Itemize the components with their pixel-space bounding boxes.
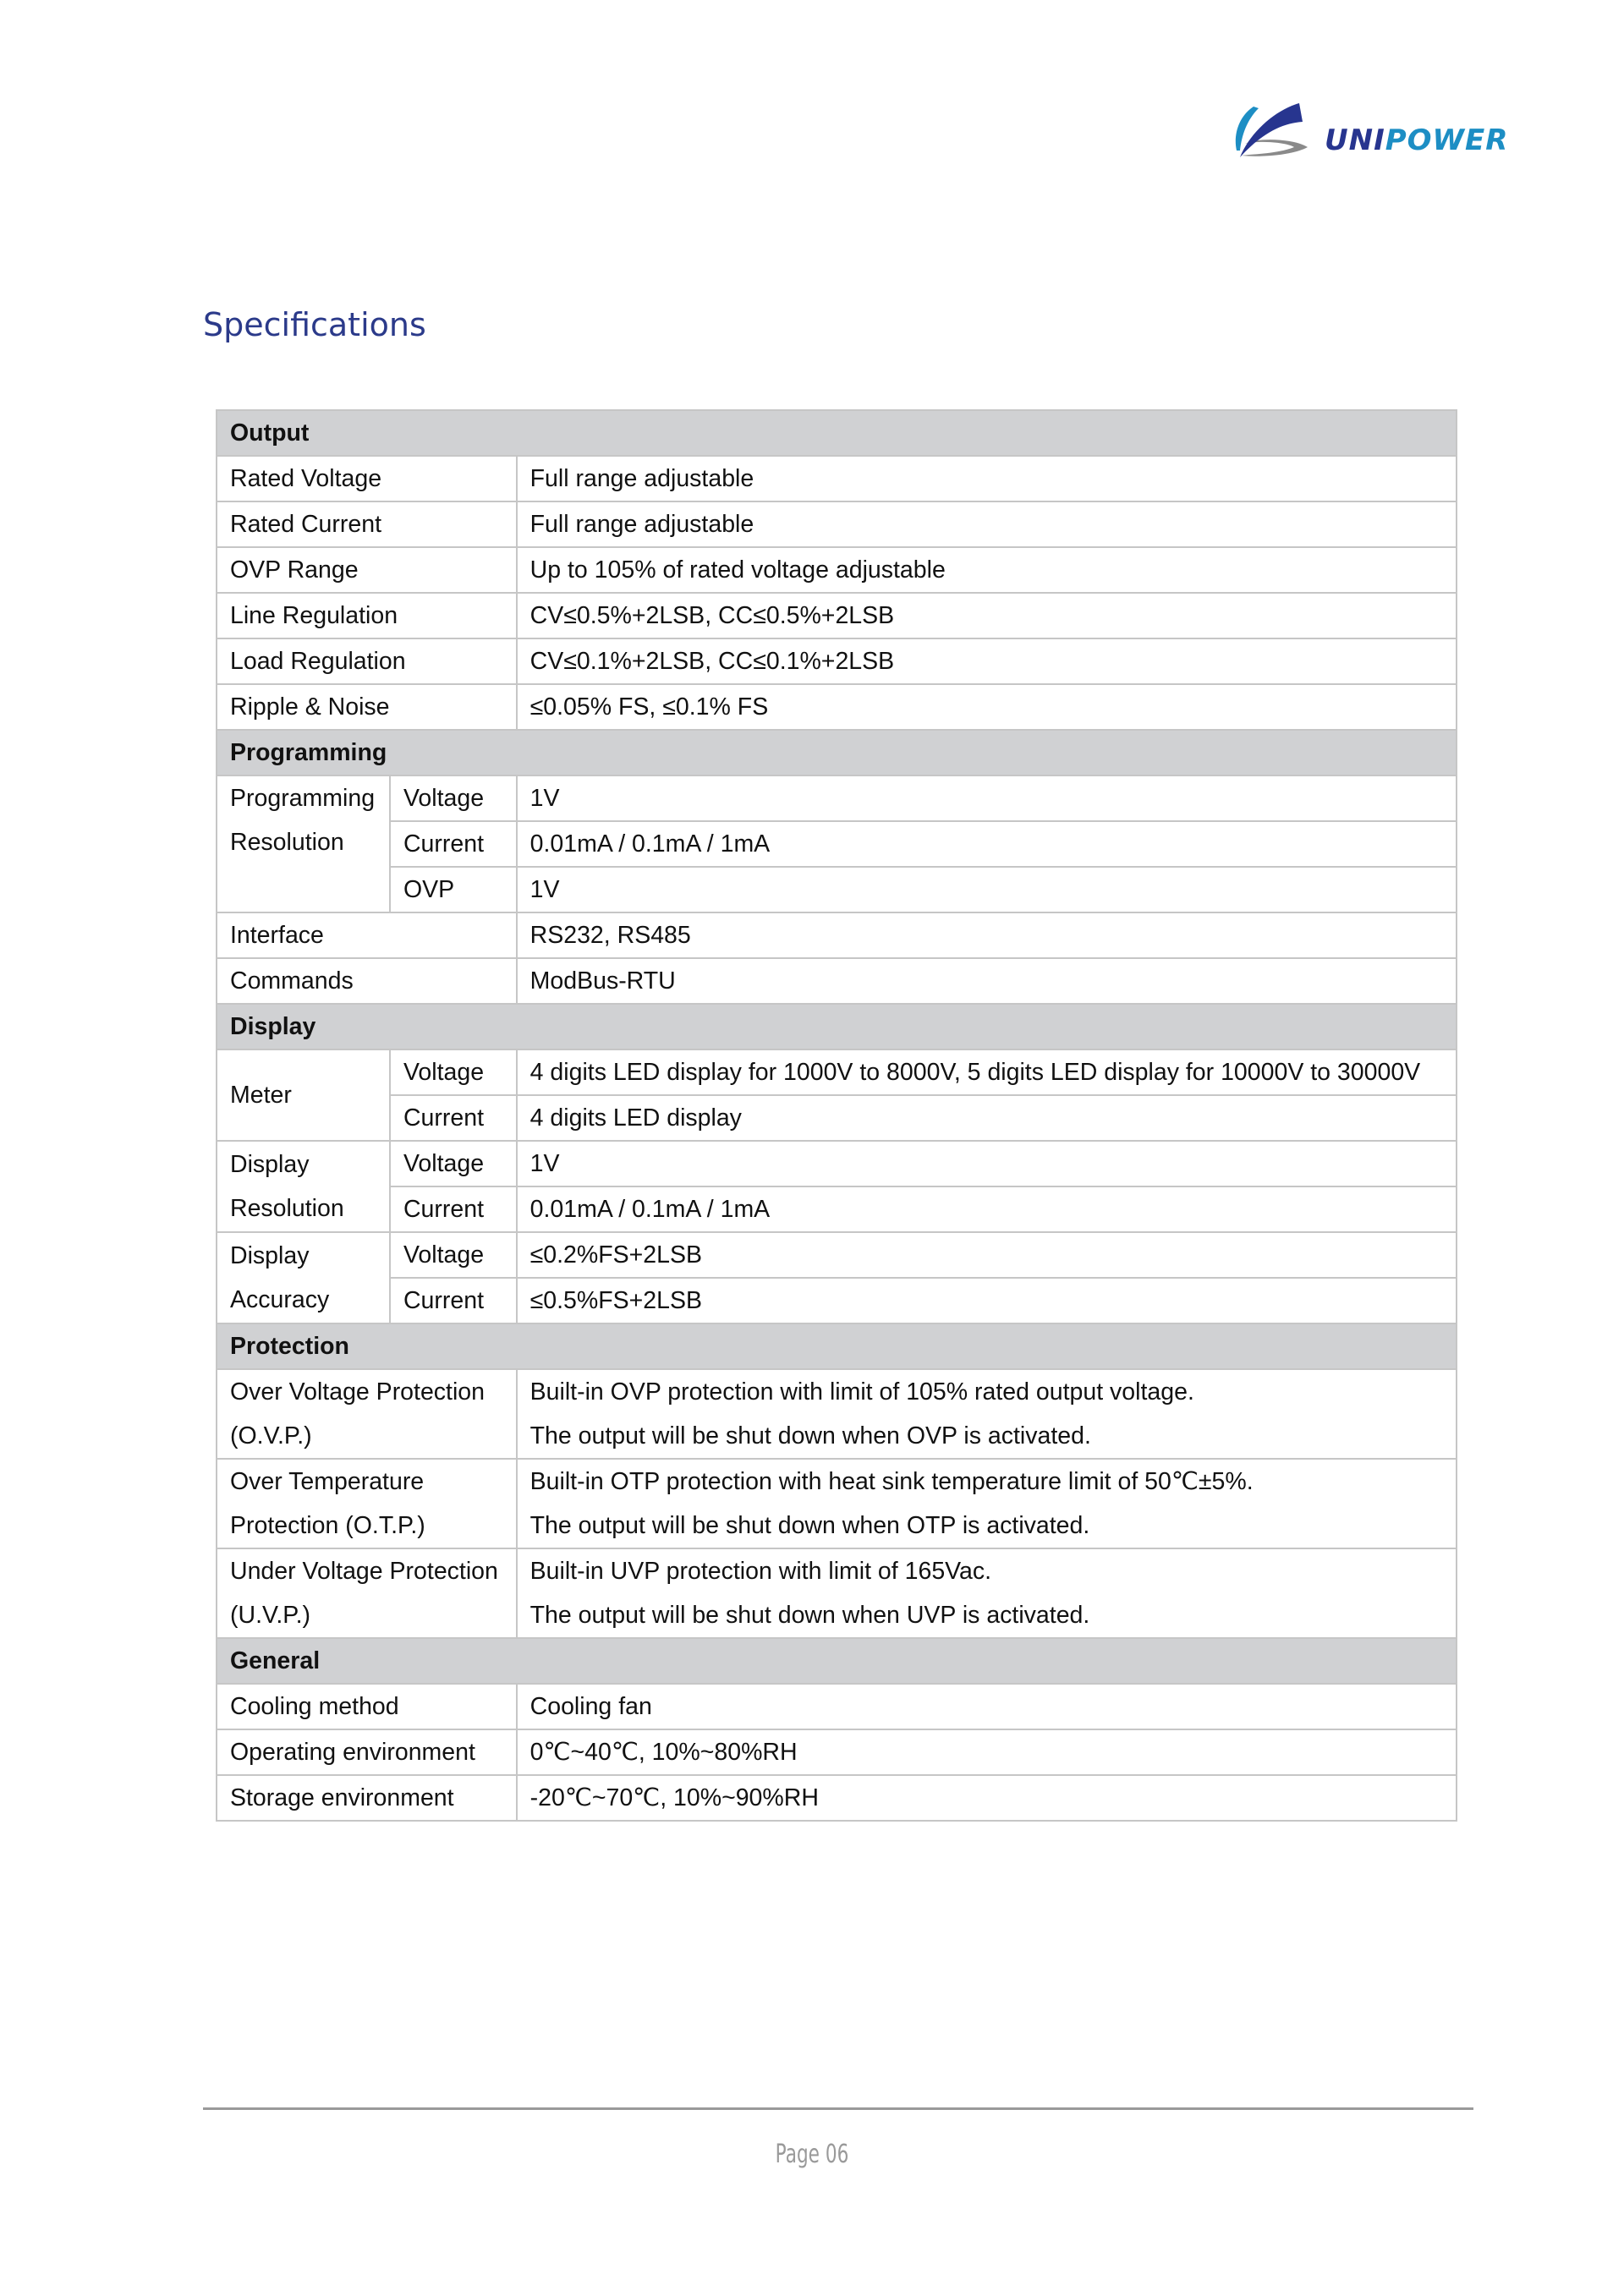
spec-value-line: The output will be shut down when UVP is activated. [529, 1602, 1090, 1629]
spec-sublabel: Current [390, 1186, 517, 1232]
spec-value: 1V [517, 775, 1457, 821]
logo-text-uni: UNI [1325, 123, 1385, 157]
spec-label: Rated Voltage [217, 456, 517, 501]
table-row [217, 1278, 1457, 1323]
spec-label-line: Display [230, 1242, 310, 1269]
spec-sublabel: Current [390, 821, 517, 867]
spec-value: 0℃~40℃, 10%~80%RH [517, 1729, 1457, 1775]
spec-value-line: The output will be shut down when OVP is activated. [529, 1422, 1091, 1449]
spec-label [217, 1548, 517, 1638]
section-header-general [217, 1638, 1457, 1684]
table-row [217, 821, 1457, 867]
table-row [217, 1729, 1457, 1775]
spec-label: Storage environment [217, 1775, 517, 1821]
section-title: General [217, 1638, 1457, 1684]
spec-value [517, 1459, 1457, 1548]
spec-sublabel: Voltage [390, 775, 517, 821]
table-row [217, 501, 1457, 547]
spec-value-line: Built-in OVP protection with limit of 105% rated output voltage. [529, 1378, 1194, 1406]
spec-label-line: Resolution [230, 1195, 344, 1222]
spec-label-group [217, 1141, 390, 1232]
spec-label-line: (U.V.P.) [230, 1602, 311, 1629]
spec-label: Commands [217, 958, 517, 1004]
spec-value: ≤0.2%FS+2LSB [517, 1232, 1457, 1278]
spec-label-line: Over Voltage Protection [230, 1378, 486, 1406]
table-row [217, 638, 1457, 684]
spec-label-line: Protection (O.T.P.) [230, 1512, 425, 1539]
spec-value: 0.01mA / 0.1mA / 1mA [517, 821, 1457, 867]
section-title: Programming [217, 730, 1457, 775]
spec-sublabel: Voltage [390, 1141, 517, 1186]
spec-value: -20℃~70℃, 10%~90%RH [517, 1775, 1457, 1821]
spec-label: Load Regulation [217, 638, 517, 684]
table-row [217, 1141, 1457, 1186]
spec-label-line: Under Voltage Protection [230, 1558, 498, 1585]
spec-value: ≤0.05% FS, ≤0.1% FS [517, 684, 1457, 730]
table-row [217, 1459, 1457, 1548]
section-header-display [217, 1004, 1457, 1049]
page-number: Page 06 [775, 2140, 849, 2169]
spec-value: Up to 105% of rated voltage adjustable [517, 547, 1457, 593]
section-title: Display [217, 1004, 1457, 1049]
spec-value-line: Built-in OTP protection with heat sink temperature limit of 50℃±5%. [529, 1468, 1254, 1495]
spec-value: CV≤0.1%+2LSB, CC≤0.1%+2LSB [517, 638, 1457, 684]
spec-value: 4 digits LED display for 1000V to 8000V, 5 digits LED display for 10000V to 30000V [517, 1049, 1457, 1095]
spec-label: Meter [217, 1049, 390, 1141]
section-header-output [217, 410, 1457, 456]
spec-value-line: The output will be shut down when OTP is activated. [529, 1512, 1090, 1539]
table-row [217, 456, 1457, 501]
spec-label-line: Programming [230, 785, 376, 812]
spec-value: Full range adjustable [517, 456, 1457, 501]
table-row [217, 1369, 1457, 1459]
footer-divider [203, 2107, 1473, 2110]
table-row [217, 867, 1457, 912]
table-row [217, 1684, 1457, 1729]
table-row [217, 684, 1457, 730]
spec-value: Full range adjustable [517, 501, 1457, 547]
spec-value: 1V [517, 867, 1457, 912]
logo-wordmark [1325, 123, 1508, 157]
section-header-protection [217, 1323, 1457, 1369]
spec-label-line: Accuracy [230, 1286, 330, 1313]
table-row [217, 547, 1457, 593]
table-row [217, 958, 1457, 1004]
spec-label-group [217, 1232, 390, 1323]
spec-label-line: (O.V.P.) [230, 1422, 312, 1449]
spec-value [517, 1369, 1457, 1459]
spec-value [517, 1548, 1457, 1638]
spec-label: OVP Range [217, 547, 517, 593]
spec-sublabel: Current [390, 1278, 517, 1323]
spec-label: Operating environment [217, 1729, 517, 1775]
spec-sublabel: Voltage [390, 1049, 517, 1095]
spec-label [217, 1459, 517, 1548]
spec-value: ModBus-RTU [517, 958, 1457, 1004]
page-title: Specifications [203, 306, 426, 343]
spec-label-line: Resolution [230, 829, 344, 856]
spec-value-line: Built-in UVP protection with limit of 165Vac. [529, 1558, 992, 1585]
table-row [217, 1186, 1457, 1232]
spec-label: Line Regulation [217, 593, 517, 638]
spec-label: Cooling method [217, 1684, 517, 1729]
spec-label: Rated Current [217, 501, 517, 547]
spec-value: Cooling fan [517, 1684, 1457, 1729]
spec-value: RS232, RS485 [517, 912, 1457, 958]
spec-label-line: Display [230, 1151, 310, 1178]
section-header-programming [217, 730, 1457, 775]
spec-label-group [217, 775, 390, 912]
unipower-logo [1225, 98, 1509, 166]
spec-label-line: Over Temperature [230, 1468, 425, 1495]
table-row [217, 593, 1457, 638]
table-row [217, 1049, 1457, 1095]
spec-value: 4 digits LED display [517, 1095, 1457, 1141]
logo-text-power: POWER [1385, 123, 1509, 157]
table-row [217, 912, 1457, 958]
specifications-table [216, 409, 1457, 1822]
unipower-swoosh-logo-icon [1225, 98, 1318, 166]
section-title: Output [217, 410, 1457, 456]
spec-value: ≤0.5%FS+2LSB [517, 1278, 1457, 1323]
spec-sublabel: OVP [390, 867, 517, 912]
spec-sublabel: Voltage [390, 1232, 517, 1278]
table-row [217, 1095, 1457, 1141]
table-row [217, 1232, 1457, 1278]
spec-label: Ripple & Noise [217, 684, 517, 730]
spec-label: Interface [217, 912, 517, 958]
spec-label [217, 1369, 517, 1459]
spec-value: 1V [517, 1141, 1457, 1186]
table-row [217, 1775, 1457, 1821]
spec-sublabel: Current [390, 1095, 517, 1141]
table-row [217, 1548, 1457, 1638]
spec-value: 0.01mA / 0.1mA / 1mA [517, 1186, 1457, 1232]
table-row [217, 775, 1457, 821]
spec-value: CV≤0.5%+2LSB, CC≤0.5%+2LSB [517, 593, 1457, 638]
section-title: Protection [217, 1323, 1457, 1369]
